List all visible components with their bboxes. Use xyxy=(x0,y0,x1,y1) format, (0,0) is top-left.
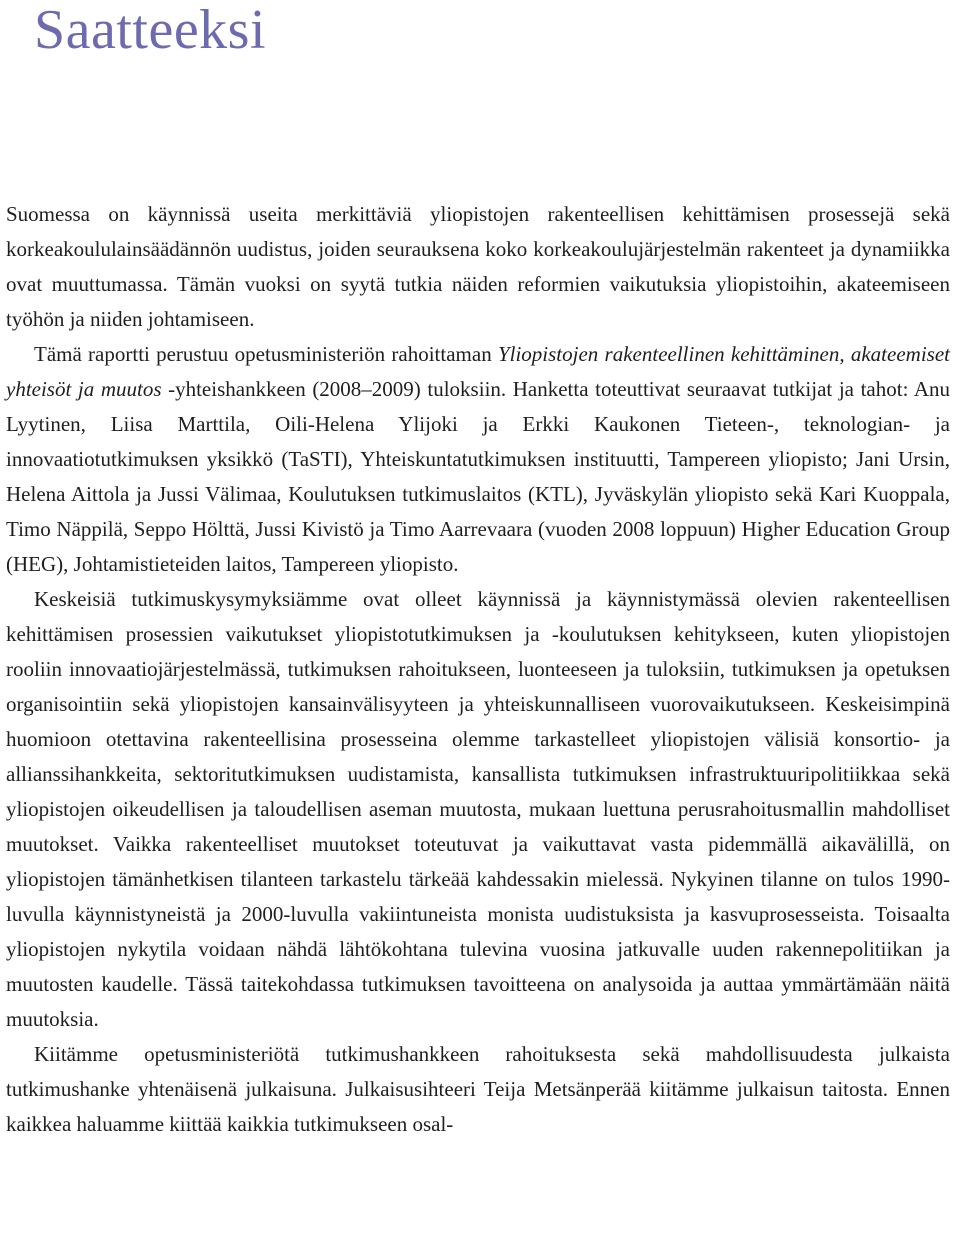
paragraph-research-questions: Keskeisiä tutkimuskysymyksiämme ovat olleet käynnissä ja käynnistymässä olevien rakenteellisen kehittämisen prosessien vaikutukset yliopistotutkimuksen ja -koulutuksen kehitykseen, kuten yliopistojen rooliin innovaatiojärjestelmässä, tutkimuksen rahoitukseen, luonteeseen ja tuloksiin, tutkimuksen ja opetuksen organisointiin sekä yliopistojen kansainvälisyyteen ja yhteiskunnalliseen vuorovaikutukseen. Keskeisimpinä huomioon otettavina rakenteellisina prosesseina olemme tarkastelleet yliopistojen välisiä konsortio- ja allianssihankkeita, sektoritutkimuksen uudistamista, kansallista tutkimuksen infrastruktuuripolitiikkaa sekä yliopistojen oikeudellisen ja taloudellisen aseman muutosta, mukaan luettuna perusrahoitusmallin mahdolliset muutokset. Vaikka rakenteelliset muutokset toteutuvat ja vaikuttavat vasta pidemmällä aikavälillä, on yliopistojen tämänhetkisen tilanteen tarkastelu tärkeää kahdessakin mielessä. Nykyinen tilanne on tulos 1990-luvulla käynnistyneistä ja 2000-luvulla vakiintuneista monista uudistuksista ja kasvuprosesseista. Toisaalta yliopistojen nykytila voidaan nähdä lähtökohtana tulevina vuosina jatkuvalle uuden rakennepolitiikan ja muutosten kaudelle. Tässä taitekohdassa tutkimuksen tavoitteena on analysoida ja auttaa ymmärtämään näitä muutoksia. xyxy=(6,587,950,1031)
paragraph-report-basis-lead: Tämä raportti perustuu opetusministeriön rahoittaman xyxy=(34,342,498,366)
project-title: Yliopistojen rakenteellinen kehittäminen, akateemiset yhteisöt ja muutos xyxy=(6,342,950,401)
page-title: Saatteeksi xyxy=(34,0,267,61)
paragraph-acknowledgements: Kiitämme opetusministeriötä tutkimushankkeen rahoituksesta sekä mahdollisuudesta julkaista tutkimushanke yhtenäisenä julkaisuna. Julkaisusihteeri Teija Metsänperää kiitämme julkaisun taitosta. Ennen kaikkea haluamme kiittää kaikkia tutkimukseen osal- xyxy=(6,1042,950,1136)
document-body xyxy=(6,197,950,1142)
paragraph-report-basis xyxy=(6,337,950,582)
paragraph-report-basis-rest: -yhteishankkeen (2008–2009) tuloksiin. Hanketta toteuttivat seuraavat tutkijat ja tahot: Anu Lyytinen, Liisa Marttila, Oili-Helena Ylijoki ja Erkki Kaukonen Tieteen-, teknologian- ja innovaatiotutkimuksen yksikkö (TaSTI), Yhteiskuntatutkimuksen instituutti, Tampereen yliopisto; Jani Ursin, Helena Aittola ja Jussi Välimaa, Koulutuksen tutkimuslaitos (KTL), Jyväskylän yliopisto sekä Kari Kuoppala, Timo Näppilä, Seppo Hölttä, Jussi Kivistö ja Timo Aarrevaara (vuoden 2008 loppuun) Higher Education Group (HEG), Johtamistieteiden laitos, Tampereen yliopisto. xyxy=(6,377,950,576)
paragraph-intro: Suomessa on käynnissä useita merkittäviä yliopistojen rakenteellisen kehittämisen prosessejä sekä korkeakoululainsäädännön uudistus, joiden seurauksena koko korkeakoulujärjestelmän rakenteet ja dynamiikka ovat muuttumassa. Tämän vuoksi on syytä tutkia näiden reformien vaikutuksia yliopistoihin, akateemiseen työhön ja niiden johtamiseen. xyxy=(6,202,950,331)
